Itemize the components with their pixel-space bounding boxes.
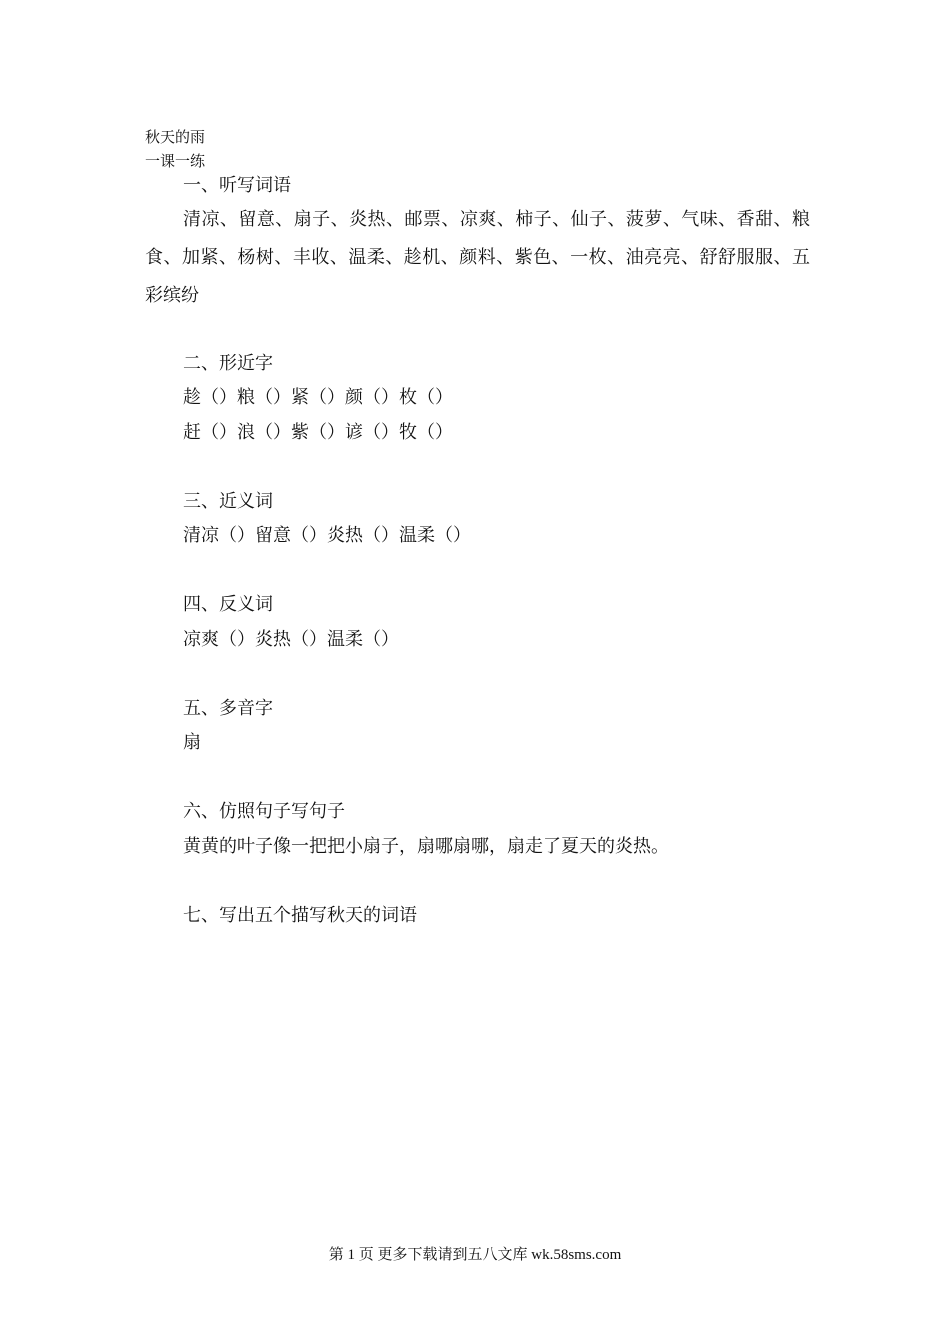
section-3-heading: 三、近义词 bbox=[183, 491, 273, 512]
section-4-heading: 四、反义词 bbox=[183, 594, 273, 615]
document-title: 秋天的雨 bbox=[145, 128, 206, 146]
section-2-line-1: 趁（）粮（）紧（）颜（）枚（） bbox=[183, 387, 453, 408]
section-2-heading: 二、形近字 bbox=[183, 353, 273, 374]
section-6-line-1: 黄黄的叶子像一把把小扇子，扇哪扇哪，扇走了夏天的炎热。 bbox=[183, 836, 669, 857]
section-5-heading: 五、多音字 bbox=[183, 698, 273, 719]
section-1-word-list: 清凉、留意、扇子、炎热、邮票、凉爽、柿子、仙子、菠萝、气味、香甜、粮食、加紧、杨树、丰收、温柔、趁机、颜料、紫色、一枚、油亮亮、舒舒服服、五彩缤纷 bbox=[145, 209, 810, 306]
document-subtitle: 一课一练 bbox=[145, 152, 206, 170]
section-5-line-1: 扇 bbox=[183, 732, 201, 753]
section-2-line-2: 赶（）浪（）紫（）谚（）牧（） bbox=[183, 422, 453, 443]
section-4-line-1: 凉爽（）炎热（）温柔（） bbox=[183, 629, 399, 650]
section-6-heading: 六、仿照句子写句子 bbox=[183, 801, 345, 822]
section-7-heading: 七、写出五个描写秋天的词语 bbox=[183, 905, 417, 926]
section-3-line-1: 清凉（）留意（）炎热（）温柔（） bbox=[183, 525, 471, 546]
section-1-heading: 一、听写词语 bbox=[183, 175, 291, 196]
page-footer: 第 1 页 更多下载请到五八文库 wk.58sms.com bbox=[328, 1247, 622, 1263]
